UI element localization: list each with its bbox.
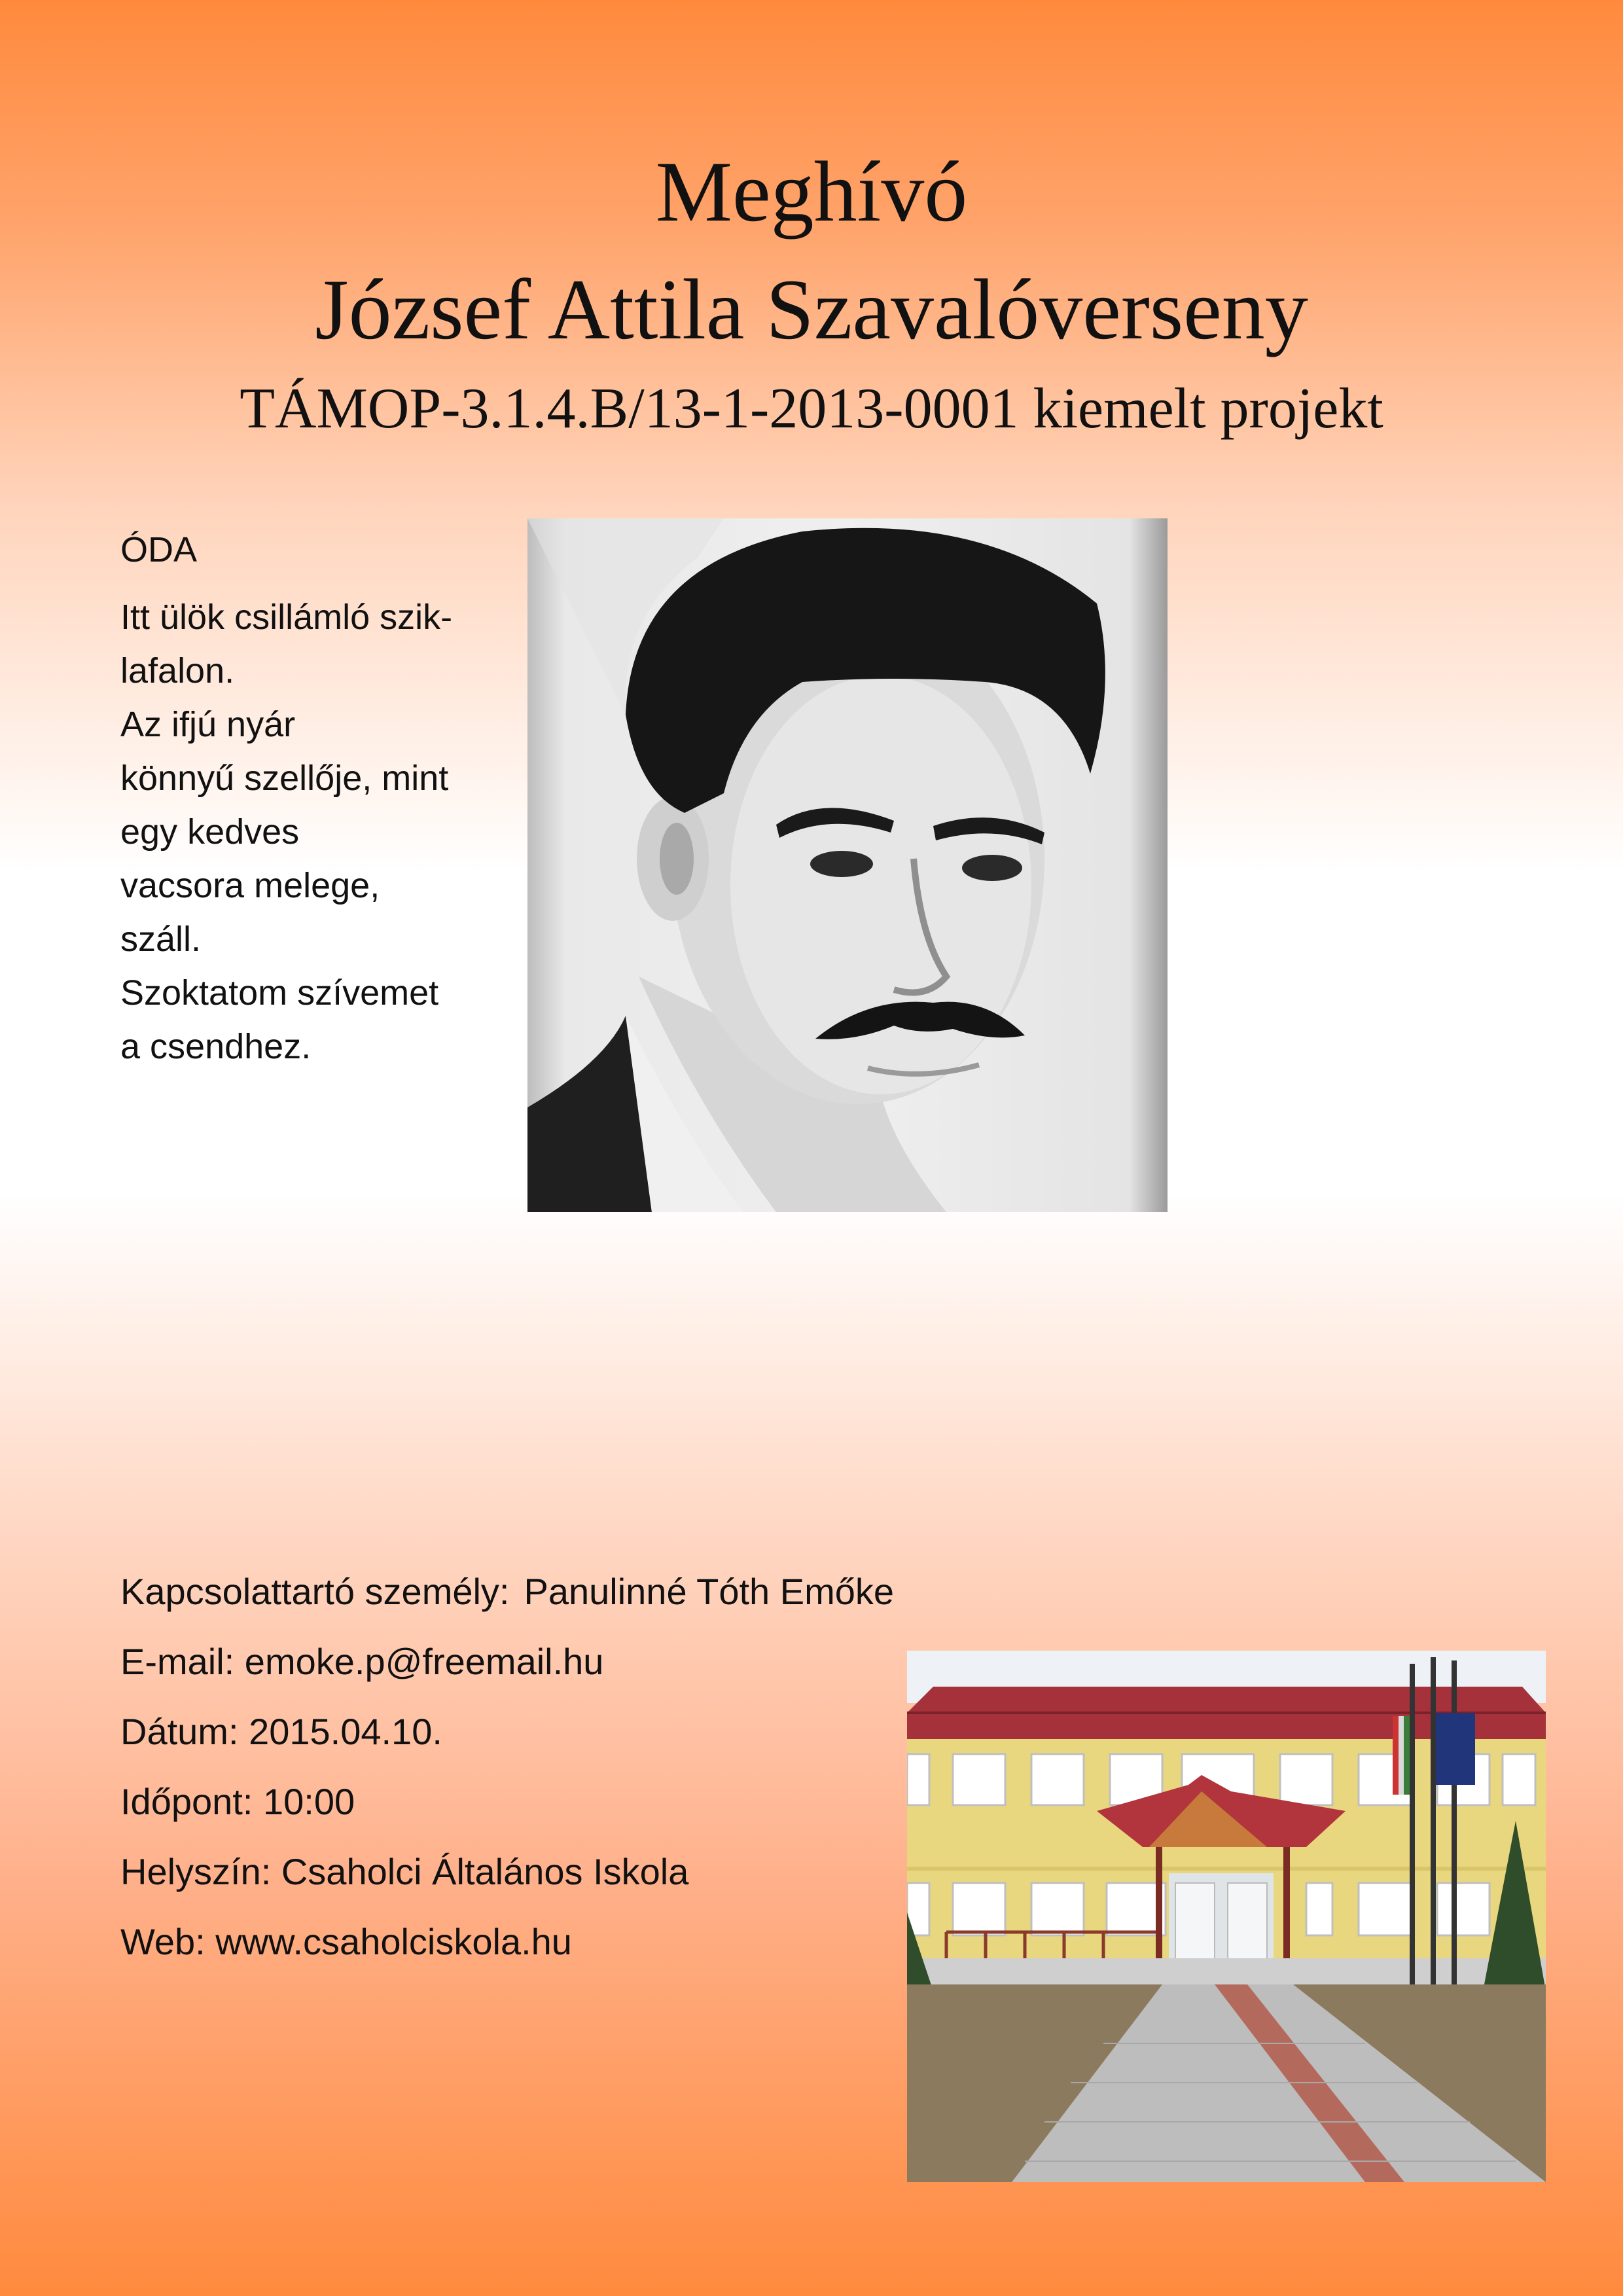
place-row [120, 1837, 894, 1907]
poem-title: ÓDA [120, 530, 198, 569]
poem-text [120, 590, 500, 1073]
contact-details [120, 1556, 894, 1977]
web-row [120, 1907, 894, 1977]
place-label: Helyszín: [120, 1851, 272, 1892]
contact-person-value: Panulinné Tóth Emőke [524, 1571, 895, 1612]
web-value[interactable]: www.csaholciskola.hu [215, 1921, 572, 1962]
time-value: 10:00 [262, 1781, 355, 1822]
contact-person-row [120, 1556, 894, 1626]
event-title: József Attila Szavalóverseny [315, 261, 1308, 357]
email-label: E-mail: [120, 1641, 235, 1682]
date-value: 2015.04.10. [249, 1711, 442, 1752]
poem-line: Itt ülök csillámló szik- [120, 598, 453, 637]
poem-line: lafalon. [120, 651, 235, 691]
school-building-photo [907, 1651, 1546, 2182]
email-value[interactable]: emoke.p@freemail.hu [244, 1641, 604, 1682]
time-row [120, 1767, 894, 1837]
poem-line: Szoktatom szívemet [120, 973, 439, 1013]
web-label: Web: [120, 1921, 205, 1962]
poem-line: egy kedves [120, 812, 300, 852]
time-label: Időpont: [120, 1781, 253, 1822]
poem-line: vacsora melege, [120, 866, 380, 905]
date-row [120, 1696, 894, 1767]
contact-person-label: Kapcsolattartó személy: [120, 1571, 510, 1612]
email-row [120, 1626, 894, 1696]
poem-line: a csendhez. [120, 1027, 312, 1066]
place-value: Csaholci Általános Iskola [281, 1851, 689, 1892]
invitation-title: Meghívó [655, 143, 968, 240]
portrait-photo [527, 518, 1168, 1212]
date-label: Dátum: [120, 1711, 239, 1752]
poem-line: száll. [120, 920, 202, 959]
poem-line: Az ifjú nyár [120, 705, 296, 744]
poem-line: könnyű szellője, mint [120, 759, 449, 798]
project-code: TÁMOP-3.1.4.B/13-1-2013-0001 kiemelt projekt [240, 377, 1383, 440]
